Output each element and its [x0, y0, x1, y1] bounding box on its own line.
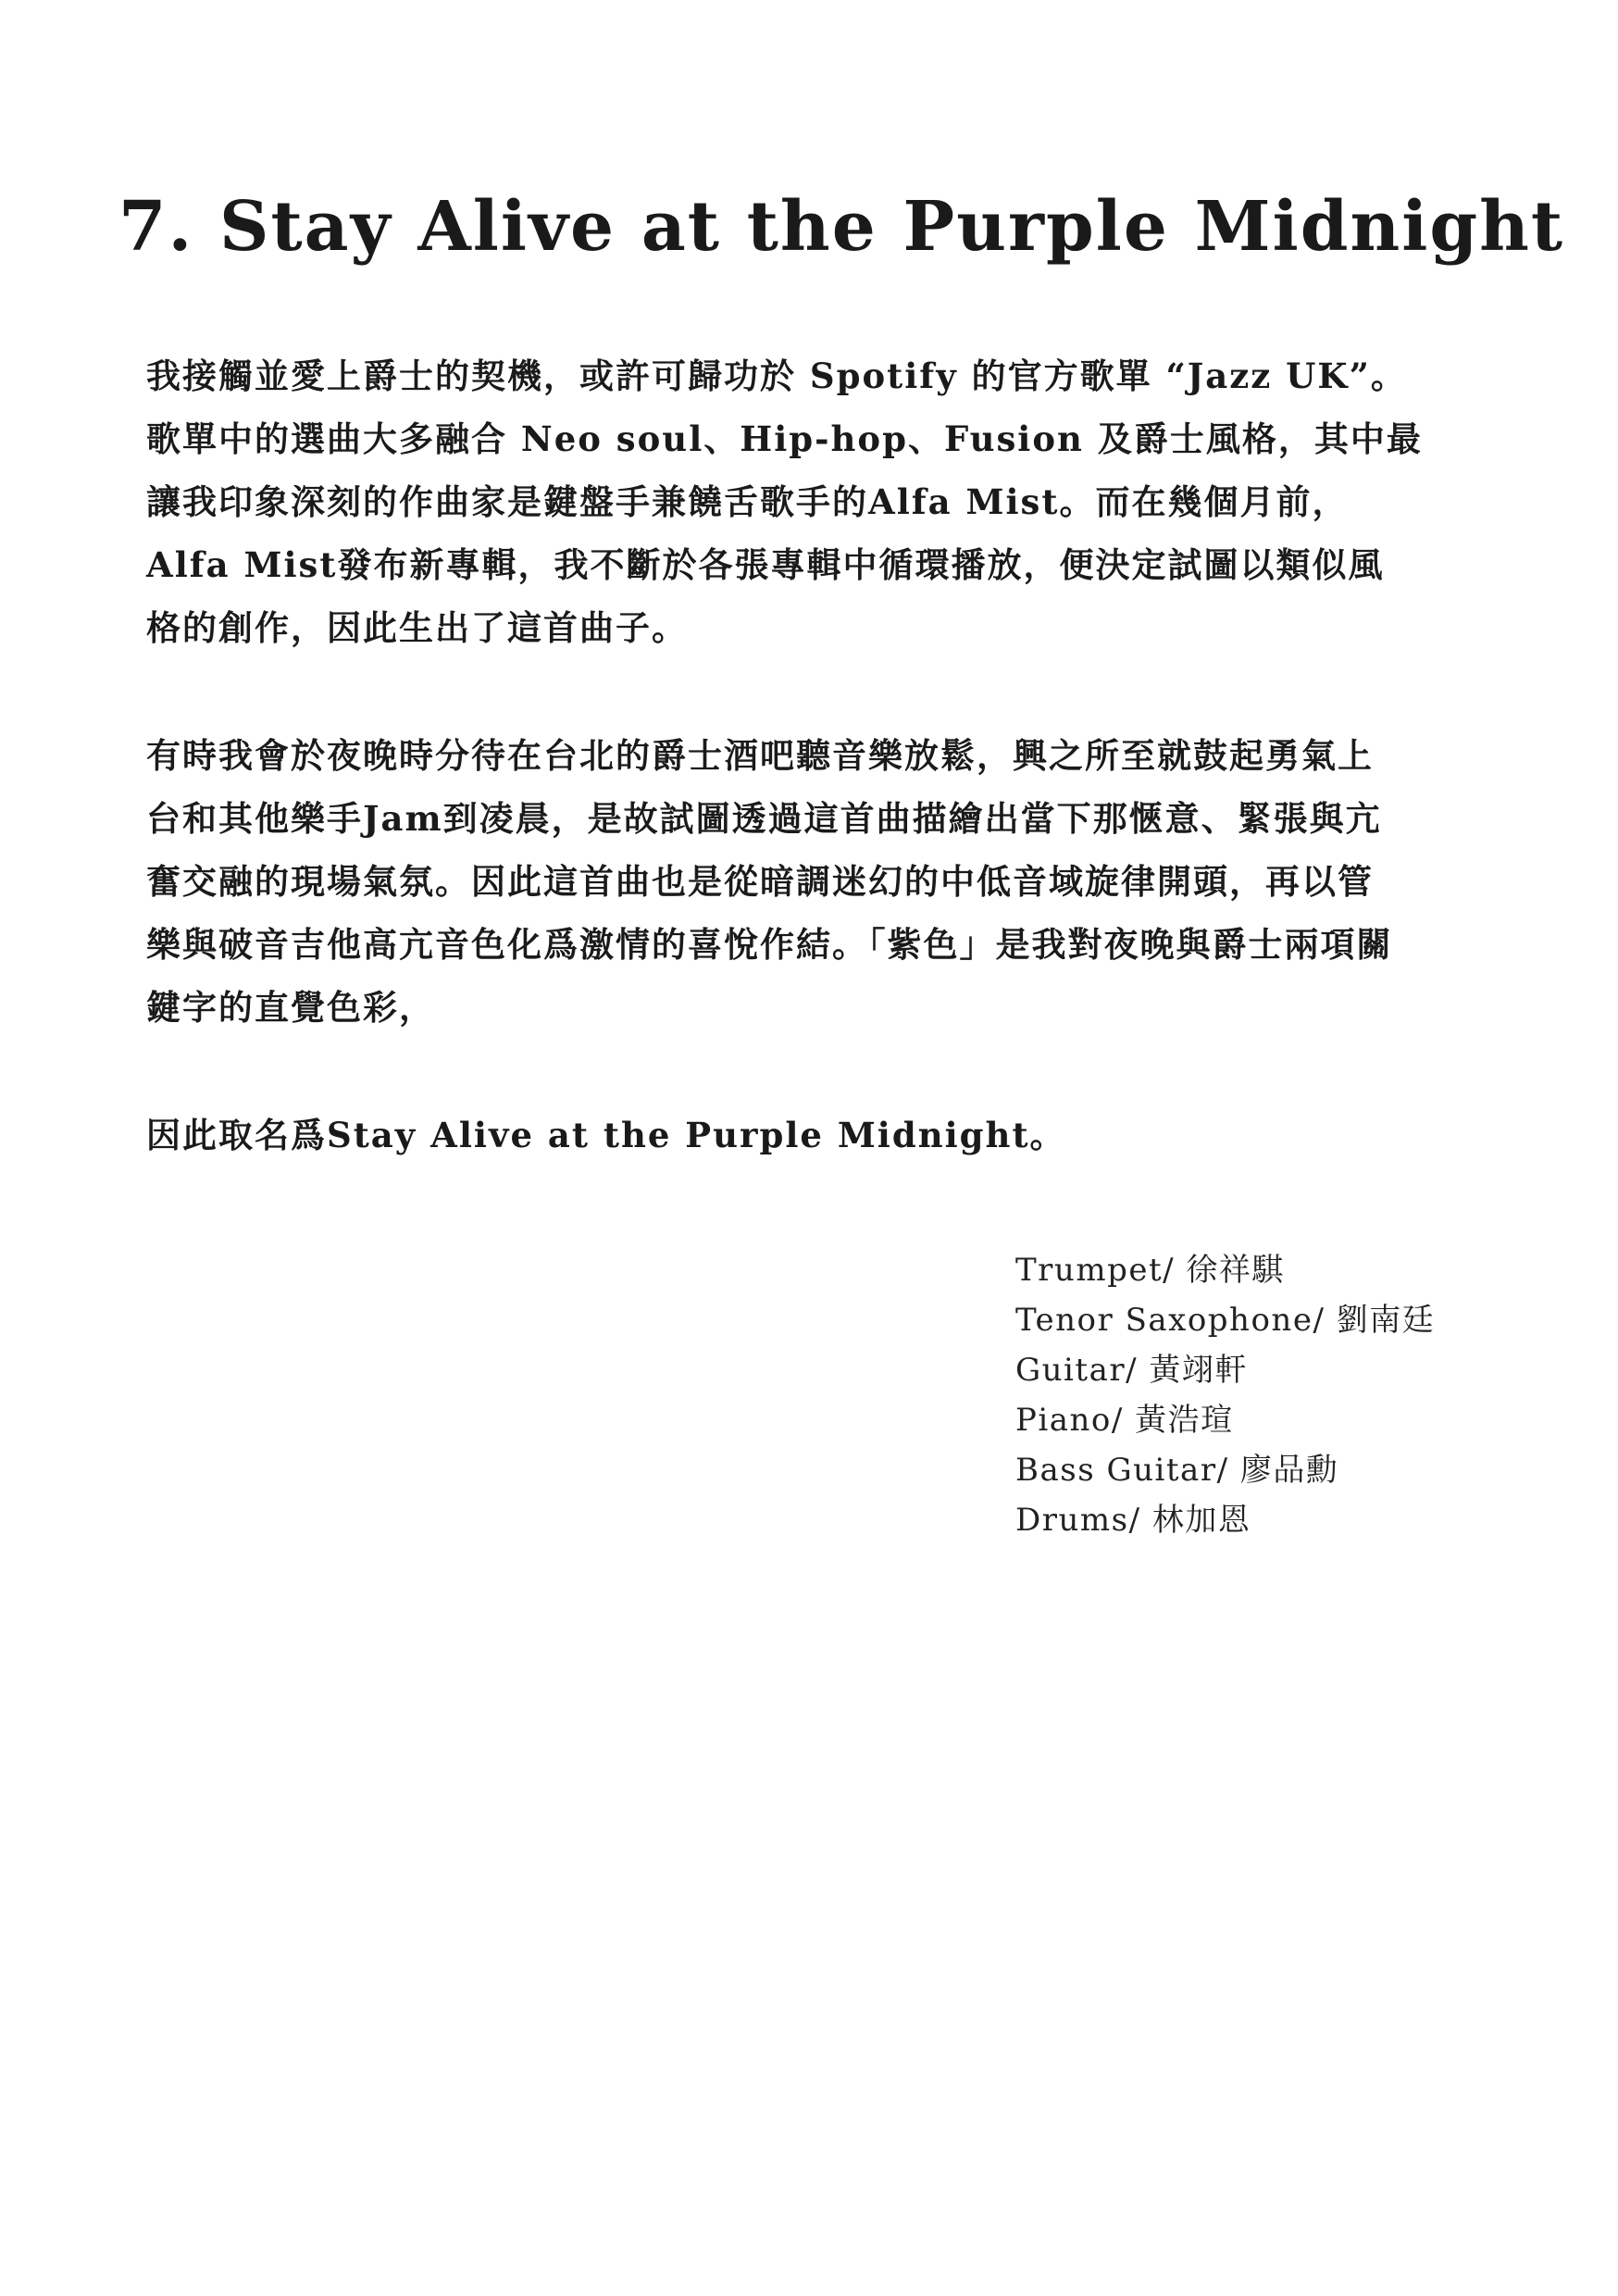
- text-line: 因此取名爲Stay Alive at the Purple Midnight。: [146, 1115, 1066, 1155]
- text-line: 讓我印象深刻的作曲家是鍵盤手兼饒舌歌手的Alfa Mist。而在幾個月前，: [146, 481, 1349, 522]
- text-line: 格的創作，因此生出了這首曲子。: [146, 607, 688, 648]
- text-line: 歌單中的選曲大多融合 Neo soul、Hip-hop、Fusion 及爵士風格，其中最: [146, 418, 1423, 459]
- paragraph-1: [146, 344, 1442, 659]
- text-line: 我接觸並愛上爵士的契機，或許可歸功於 Spotify 的官方歌單 “Jazz UK”。: [146, 356, 1407, 396]
- credit-piano: Piano/ 黃浩瑄: [1015, 1402, 1234, 1439]
- credit-trumpet: Trumpet/ 徐祥騏: [1015, 1252, 1285, 1289]
- credit-guitar: Guitar/ 黃翊軒: [1015, 1352, 1248, 1389]
- paragraph-2: [146, 724, 1442, 1039]
- text-line: 奮交融的現場氣氛。因此這首曲也是從暗調迷幻的中低音域旋律開頭，再以管: [146, 861, 1374, 902]
- text-line: 鍵字的直覺色彩，: [146, 987, 435, 1028]
- credit-drums: Drums/ 林加恩: [1015, 1502, 1251, 1539]
- page-title: 7. Stay Alive at the Purple Midnight: [118, 187, 1565, 267]
- text-line: 有時我會於夜晚時分待在台北的爵士酒吧聽音樂放鬆，興之所至就鼓起勇氣上: [146, 735, 1374, 776]
- text-line: Alfa Mist發布新專輯，我不斷於各張專輯中循環播放，便決定試圖以類似風: [146, 544, 1385, 585]
- credit-tenor-saxophone: Tenor Saxophone/ 劉南廷: [1015, 1302, 1436, 1339]
- credit-bass-guitar: Bass Guitar/ 廖品勳: [1015, 1452, 1339, 1489]
- text-line: 台和其他樂手Jam到凌晨，是故試圖透過這首曲描繪出當下那愜意、緊張與亢: [146, 798, 1382, 839]
- musician-credits: [1015, 1245, 1435, 1545]
- body-text: [146, 344, 1442, 1167]
- paragraph-3: [146, 1104, 1442, 1167]
- text-line: 樂與破音吉他高亢音色化爲激情的喜悅作結。「紫色」是我對夜晚與爵士兩項關: [146, 924, 1393, 965]
